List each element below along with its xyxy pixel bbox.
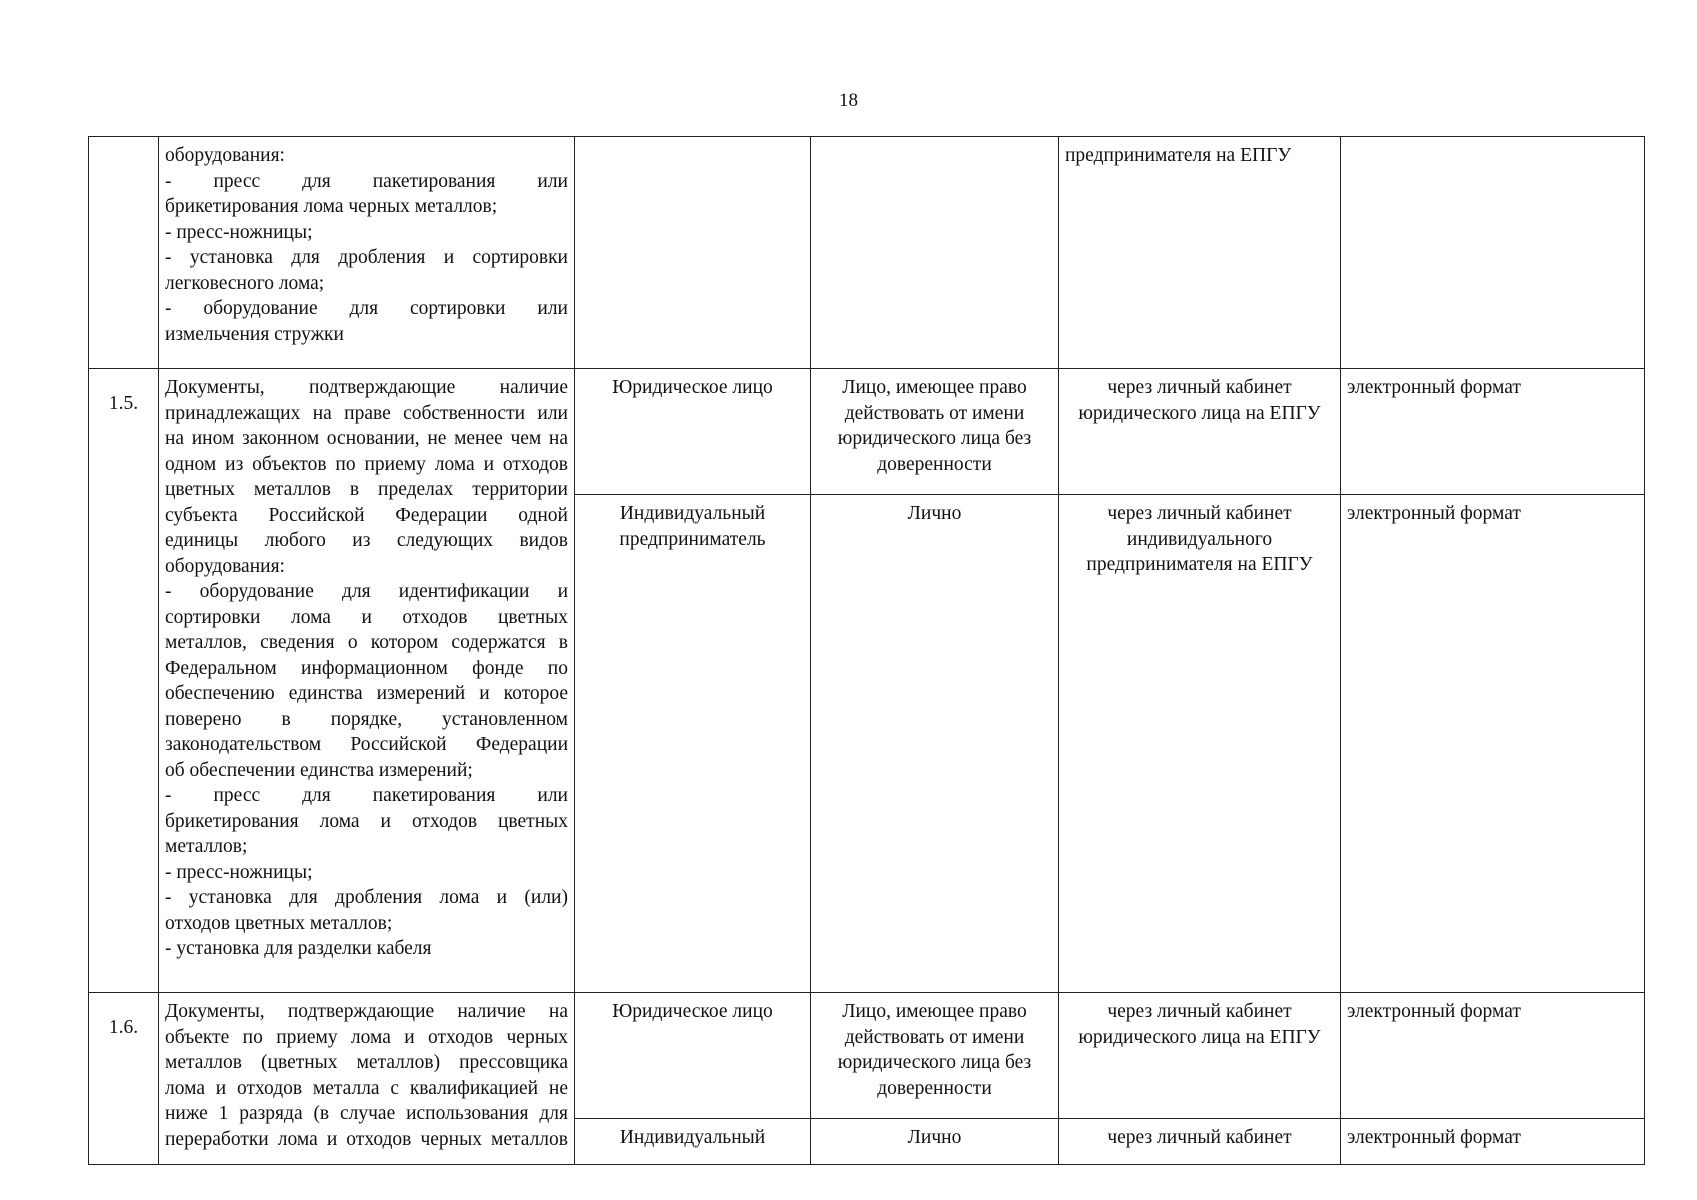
representative-cell: Лицо, имеющее право действовать от имени юридического лица без доверенности <box>811 369 1059 495</box>
description-line: переработки лома и отходов черных металлов <box>165 1128 568 1150</box>
channel-cell: через личный кабинет <box>1059 1119 1341 1165</box>
description-line: - пресс для пакетирования или <box>165 170 568 192</box>
description-cell <box>159 137 575 369</box>
row-number: 1.6. <box>89 993 159 1165</box>
description-line: оборудования: <box>165 145 285 166</box>
description-line: - установка для разделки кабеля <box>165 938 432 959</box>
page-number: 18 <box>839 90 858 111</box>
applicant-cell: Юридическое лицо <box>575 369 811 495</box>
description-line: - оборудование для идентификации и <box>165 581 568 602</box>
description-line: легковесного лома; <box>165 272 325 294</box>
description-line: Федеральном информационном фонде по <box>165 657 568 679</box>
applicant-cell: Индивидуальный <box>575 1119 811 1165</box>
channel-cell: предпринимателя на ЕПГУ <box>1059 137 1341 369</box>
applicant-cell: Юридическое лицо <box>575 993 811 1119</box>
channel-cell: через личный кабинет юридического лица на ЕПГУ <box>1059 369 1341 495</box>
representative-cell: Лично <box>811 1119 1059 1165</box>
description-lines <box>165 143 568 347</box>
applicant-cell <box>575 137 811 369</box>
description-line: законодательством Российской Федерации <box>165 734 568 755</box>
description-line: брикетирования лома черных металлов; <box>165 196 498 217</box>
description-line: металлов (цветных металлов) прессовщика <box>165 1052 568 1073</box>
representative-cell: Лично <box>811 495 1059 993</box>
description-line: ниже 1 разряда (в случае использования для <box>165 1103 568 1124</box>
row-number: 1.5. <box>89 369 159 993</box>
representative-cell <box>811 137 1059 369</box>
description-line: - пресс-ножницы; <box>165 221 313 243</box>
description-lines <box>165 999 568 1152</box>
description-line: Документы, подтверждающие наличие <box>165 377 568 398</box>
num-cell <box>89 137 159 369</box>
description-line: Документы, подтверждающие наличие на <box>165 1001 568 1022</box>
applicant-cell: Индивидуальный предприниматель <box>575 495 811 993</box>
description-line: металлов; <box>165 836 248 857</box>
channel-cell: через личный кабинет юридического лица на ЕПГУ <box>1059 993 1341 1119</box>
format-cell <box>1341 137 1645 369</box>
table-row-1-5 <box>89 369 1645 495</box>
description-line: оборудования: <box>165 555 285 577</box>
table-row-continuation <box>89 137 1645 369</box>
description-line: объекте по приему лома и отходов черных <box>165 1026 568 1048</box>
description-line: - пресс для пакетирования или <box>165 785 568 806</box>
description-line: об обеспечении единства измерений; <box>165 759 473 781</box>
format-cell: электронный формат <box>1341 993 1645 1119</box>
description-line: одном из объектов по приему лома и отходов <box>165 453 568 475</box>
description-line: обеспечению единства измерений и которое <box>165 683 568 704</box>
description-cell <box>159 993 575 1165</box>
description-line: - установка для дробления лома и (или) <box>165 887 568 908</box>
description-line: на ином законном основании, не менее чем на <box>165 428 568 449</box>
channel-cell: через личный кабинет индивидуального предпринимателя на ЕПГУ <box>1059 495 1341 993</box>
description-line: субъекта Российской Федерации одной <box>165 504 568 526</box>
description-line: брикетирования лома и отходов цветных <box>165 810 568 832</box>
format-cell: электронный формат <box>1341 1119 1645 1165</box>
description-line: лома и отходов металла с квалификацией не <box>165 1077 568 1099</box>
description-line: - оборудование для сортировки или <box>165 298 568 319</box>
description-line: измельчения стружки <box>165 323 344 345</box>
description-line: - пресс-ножницы; <box>165 861 313 883</box>
format-cell: электронный формат <box>1341 369 1645 495</box>
description-line: - установка для дробления и сортировки <box>165 247 568 268</box>
description-line: поверено в порядке, установленном <box>165 708 568 730</box>
description-cell <box>159 369 575 993</box>
table-row-1-6 <box>89 993 1645 1119</box>
description-line: цветных металлов в пределах территории <box>165 479 568 500</box>
representative-cell: Лицо, имеющее право действовать от имени юридического лица без доверенности <box>811 993 1059 1119</box>
description-line: принадлежащих на праве собственности или <box>165 402 568 424</box>
requirements-table <box>88 136 1645 1165</box>
description-line: отходов цветных металлов; <box>165 912 393 934</box>
format-cell: электронный формат <box>1341 495 1645 993</box>
description-line: металлов, сведения о котором содержатся в <box>165 632 568 653</box>
description-line: сортировки лома и отходов цветных <box>165 606 568 628</box>
description-lines <box>165 375 568 962</box>
description-line: единицы любого из следующих видов <box>165 530 568 551</box>
